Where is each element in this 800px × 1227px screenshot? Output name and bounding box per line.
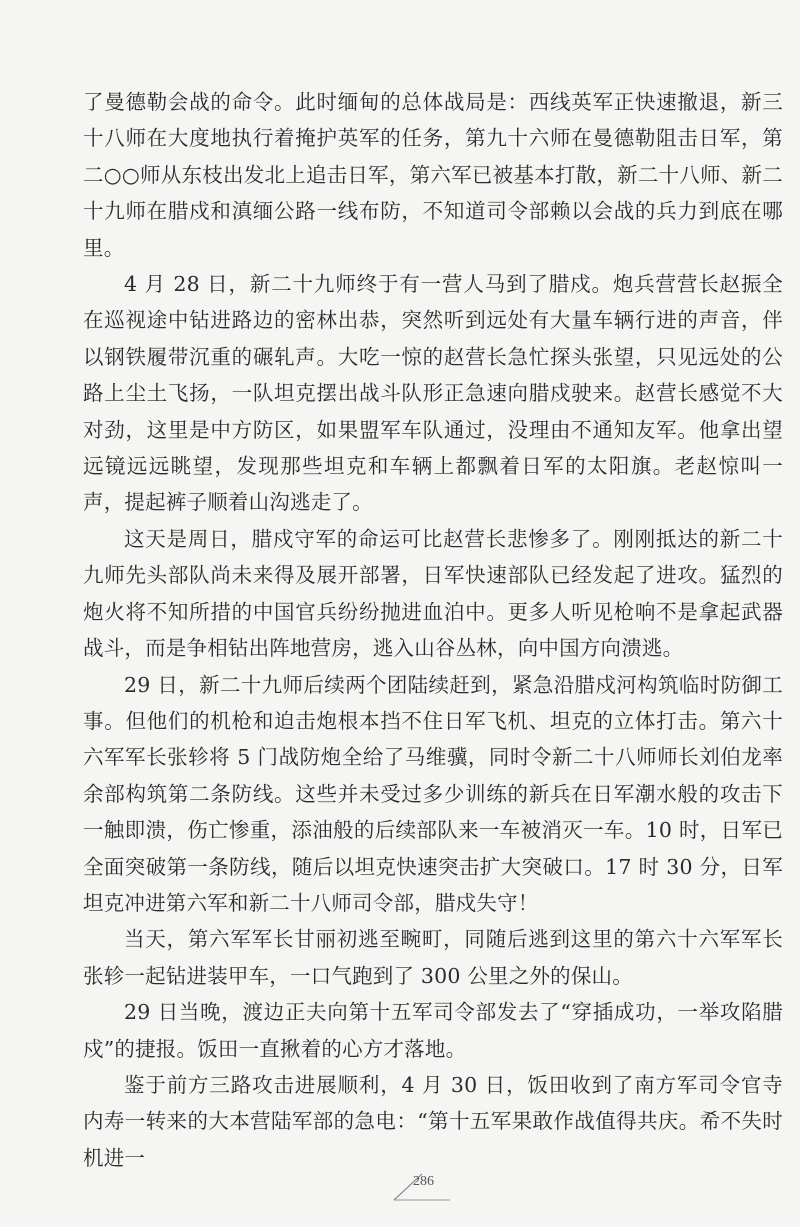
body-text xyxy=(83,84,783,1176)
paragraph: 这天是周日，腊戍守军的命运可比赵营长悲惨多了。刚刚抵达的新二十九师先头部队尚未来得及展开部署，日军快速部队已经发起了进攻。猛烈的炮火将不知所措的中国官兵纷纷抛进血泊中。更多人听见枪响不是拿起武器战斗，而是争相钻出阵地营房，逃入山谷丛林，向中国方向溃逃。 xyxy=(83,526,783,661)
page-footer xyxy=(0,1168,800,1208)
paragraph: 29 日，新二十九师后续两个团陆续赶到，紧急沿腊戍河构筑临时防御工事。但他们的机枪和迫击炮根本挡不住日军飞机、坦克的立体打击。第六十六军军长张轸将 5 门战防炮全给了马维骥，同时令新二十八师师长刘伯龙率余部构筑第二条防线。这些并未受过多少训练的新兵在日军潮水般的攻击下一触即溃，伤亡惨重，添油般的后续部队来一车被消灭一车。10 时，日军已全面突破第一条防线，随后以坦克快速突击扩大突破口。17 时 30 分，日军坦克冲进第六军和新二十八师司令部，腊戍失守！ xyxy=(83,672,783,915)
paragraph: 4 月 28 日，新二十九师终于有一营人马到了腊戍。炮兵营营长赵振全在巡视途中钻进路边的密林出恭，突然听到远处有大量车辆行进的声音，伴以钢铁履带沉重的碾轧声。大吃一惊的赵营长急忙探头张望，只见远处的公路上尘土飞扬，一队坦克摆出战斗队形正急速向腊戍驶来。赵营长感觉不大对劲，这里是中方防区，如果盟军车队通过，没理由不通知友军。他拿出望远镜远远眺望，发现那些坦克和车辆上都飘着日军的太阳旗。老赵惊叫一声，提起裤子顺着山沟逃走了。 xyxy=(83,272,783,515)
paragraph: 当天，第六军军长甘丽初逃至畹町，同随后逃到这里的第六十六军军长张轸一起钻进装甲车，一口气跑到了 300 公里之外的保山。 xyxy=(83,927,783,988)
paragraph: 了曼德勒会战的命令。此时缅甸的总体战局是：西线英军正快速撤退，新三十八师在大度地执行着掩护英军的任务，第九十六师在曼德勒阻击日军，第二○○师从东枝出发北上追击日军，第六军已被基本打散，新二十八师、新二十九师在腊戍和滇缅公路一线布防，不知道司令部赖以会战的兵力到底在哪里。 xyxy=(83,90,783,260)
paragraph: 29 日当晚，渡边正夫向第十五军司令部发去了“穿插成功，一举攻陷腊戍”的捷报。饭田一直揪着的心方才落地。 xyxy=(83,1000,783,1061)
paragraph: 鉴于前方三路攻击进展顺利，4 月 30 日，饭田收到了南方军司令官寺内寿一转来的大本营陆军部的急电：“第十五军果敢作战值得共庆。希不失时机进一 xyxy=(83,1072,783,1170)
page-number: 286 xyxy=(413,1174,434,1189)
